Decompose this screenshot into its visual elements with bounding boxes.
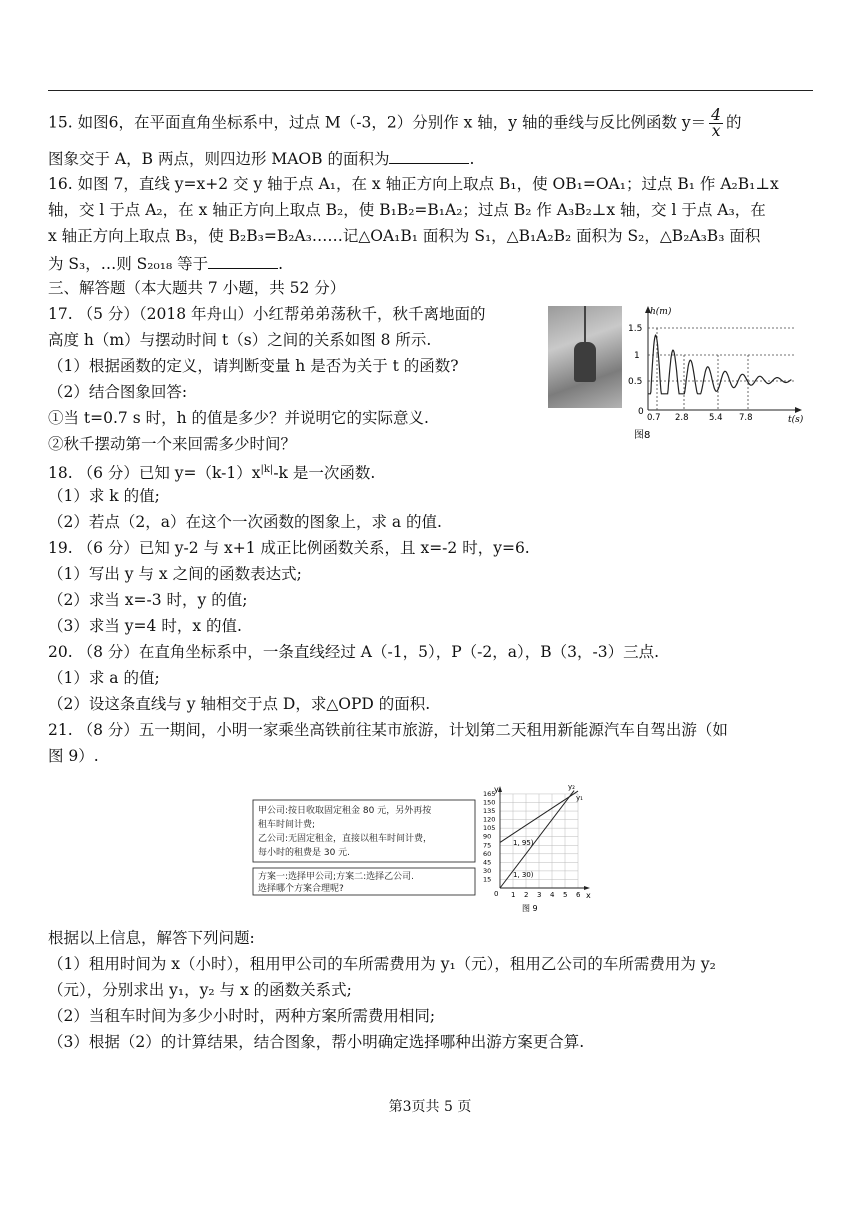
- fig8-x-arrow: [795, 407, 802, 413]
- fraction-4-over-x: $\frac{4}{x}$: [711, 106, 722, 140]
- fig9-origin: 0: [494, 890, 499, 898]
- p20-q1: （1）求 a 的值;: [48, 669, 160, 687]
- fig9-xtick: 2: [524, 891, 529, 899]
- swing-rope: [584, 306, 586, 346]
- fig9-x-arrow: [584, 886, 590, 890]
- p20-line1: 20. （8 分）在直角坐标系中，一条直线经过 A（-1，5），P（-2，a），B（3，-3）三点.: [48, 643, 659, 661]
- fig9-xtick: 1: [511, 891, 516, 899]
- fig9-ytick: 90: [483, 832, 492, 841]
- fig8-xtick-0.7: 0.7: [647, 413, 661, 423]
- p21-q1b: （元），分别求出 y₁，y₂ 与 x 的函数关系式;: [48, 981, 352, 999]
- section-heading: 三、解答题（本大题共 7 小题，共 52 分）: [48, 279, 346, 297]
- p15-line2: 图象交于 A，B 两点，则四边形 MAOB 的面积为 .: [48, 147, 474, 169]
- p19-q2: （2）求当 x=-3 时，y 的值;: [48, 591, 248, 609]
- p17-line1: 17. （5 分）（2018 年舟山）小红帮弟弟荡秋千，秋千离地面的: [48, 305, 486, 323]
- fig8-xlabel: t(s): [788, 415, 804, 425]
- fig8-caption: 图8: [634, 430, 651, 441]
- fig9-xtick: 4: [550, 891, 555, 899]
- fig9-ytick: 150: [483, 798, 496, 807]
- fig9-ytick: 120: [483, 815, 496, 824]
- fig9-ytick-labels: [483, 790, 495, 884]
- fig9-label-y1: y₁: [576, 794, 583, 802]
- fig9-ytick: 30: [483, 866, 492, 875]
- fig8-ylabel: h(m): [650, 307, 672, 317]
- p21-line1: 21. （8 分）五一期间，小明一家乘坐高铁前往某市旅游，计划第二天租用新能源汽车自驾出游（如: [48, 721, 728, 739]
- box2-line1: 方案一:选择甲公司;方案二:选择乙公司.: [258, 872, 414, 882]
- fig9-label-y2: y₂: [568, 783, 575, 791]
- fig8-ytick-1.5: 1.5: [628, 324, 643, 334]
- p16-line3: x 轴正方向上取点 B₃，使 B₂B₃=B₂A₃……记△OA₁B₁ 面积为 S₁，△B₁A₂B₂ 面积为 S₂，△B₂A₃B₃ 面积: [48, 227, 761, 245]
- p15-line1: 15. 如图6，在平面直角坐标系中，过点 M（-3，2）分别作 x 轴，y 轴的垂线与反比例函数 y＝ $\frac{4}{x}$ 的: [48, 106, 742, 140]
- p16-line2: 轴，交 l 于点 A₂，在 x 轴正方向上取点 B₂，使 B₁B₂=B₁A₂；过点 B₂ 作 A₃B₂⊥x 轴，交 l 于点 A₃，在: [48, 201, 766, 219]
- fig9-point-30: 1, 30): [513, 871, 534, 879]
- fig9-caption: 图 9: [522, 904, 538, 913]
- box1-line2: 租车时间计费;: [258, 820, 316, 830]
- fig9-xlabel: x: [586, 891, 591, 900]
- fig8-origin: 0: [638, 407, 644, 417]
- p18-line1: 18. （6 分）已知 $y=(k-1)x^{|k|}-k$ 是一次函数.: [48, 464, 376, 483]
- fig9-ytick: 135: [483, 807, 496, 816]
- figure-9-graph: [480, 780, 600, 920]
- box2-line2: 选择哪个方案合理呢?: [258, 884, 344, 894]
- fig8-xtick-7.8: 7.8: [739, 413, 753, 423]
- box1-line3: 乙公司:无固定租金，直接以租车时间计费，: [258, 834, 433, 844]
- figure-8-graph: [626, 302, 812, 444]
- answer-blank-p16[interactable]: [208, 252, 278, 269]
- p21-line2: 图 9）.: [48, 747, 99, 765]
- fig8-xtick-2.8: 2.8: [675, 413, 689, 423]
- box1-line4: 每小时的租费是 30 元.: [258, 848, 351, 858]
- p19-q1: （1）写出 y 与 x 之间的函数表达式;: [48, 565, 302, 583]
- fig8-ytick-1: 1: [634, 351, 640, 361]
- p21-q1a: （1）租用时间为 x（小时），租用甲公司的车所需费用为 y₁（元），租用乙公司的车所需费用为 y₂: [48, 955, 716, 973]
- children-figure: [574, 342, 596, 382]
- figure-9-info-boxes: [248, 798, 480, 898]
- fig9-ylabel: y: [494, 785, 499, 794]
- p16-line4: 为 S₃，…则 S₂₀₁₈ 等于 .: [48, 252, 283, 274]
- swing-photo: [548, 306, 622, 408]
- p19-line1: 19. （6 分）已知 y-2 与 x+1 成正比例函数关系，且 x=-2 时，y=6.: [48, 539, 530, 557]
- p16-line1: 16. 如图 7，直线 y=x+2 交 y 轴于点 A₁，在 x 轴正方向上取点 B₁，使 OB₁=OA₁；过点 B₁ 作 A₂B₁⊥x: [48, 175, 779, 193]
- p21-q2: （2）当租车时间为多少小时时，两种方案所需费用相同;: [48, 1007, 436, 1025]
- p17-q2b: ②秋千摆动第一个来回需多少时间？: [48, 435, 297, 453]
- fig9-xtick: 5: [563, 891, 568, 899]
- fig9-ytick: 75: [483, 841, 492, 850]
- p18-q1: （1）求 k 的值;: [48, 487, 160, 505]
- fig8-oscillation-curve: [648, 335, 791, 394]
- fig9-ytick: 60: [483, 849, 492, 858]
- p21-q3: （3）根据（2）的计算结果，结合图象，帮小明确定选择哪种出游方案更合算.: [48, 1033, 585, 1051]
- fig9-ytick: 105: [483, 824, 496, 833]
- fig9-grid: [500, 794, 578, 888]
- p17-q2a: ①当 t=0.7 s 时，h 的值是多少？并说明它的实际意义.: [48, 409, 429, 427]
- p17-q1: （1）根据函数的定义，请判断变量 h 是否为关于 t 的函数?: [48, 357, 459, 375]
- p19-q3: （3）求当 y=4 时，x 的值.: [48, 617, 242, 635]
- fig9-xtick: 6: [576, 891, 581, 899]
- p20-q2: （2）设这条直线与 y 轴相交于点 D，求△OPD 的面积.: [48, 695, 431, 713]
- fig9-xtick-labels: [511, 891, 581, 899]
- fig8-xtick-5.4: 5.4: [709, 413, 723, 423]
- fig9-line-y2: [500, 791, 574, 888]
- fig9-ytick: 165: [483, 789, 496, 798]
- p21-after: 根据以上信息，解答下列问题:: [48, 929, 255, 947]
- fig9-point-95: 1, 95): [513, 839, 534, 847]
- p18-q2: （2）若点（2，a）在这个一次函数的图象上，求 a 的值.: [48, 513, 442, 531]
- fig9-ytick: 45: [483, 858, 492, 867]
- answer-blank-p15[interactable]: [389, 147, 469, 164]
- fig9-xtick: 3: [537, 891, 542, 899]
- p17-q2: （2）结合图象回答:: [48, 383, 188, 401]
- fig9-ytick: 15: [483, 875, 492, 884]
- fig8-ytick-0.5: 0.5: [628, 377, 643, 387]
- header-rule: [48, 90, 813, 91]
- box1-line1: 甲公司:按日收取固定租金 80 元，另外再按: [258, 806, 432, 816]
- page-footer: 第3页共 5 页: [388, 1099, 472, 1115]
- p17-line2: 高度 h（m）与摆动时间 t（s）之间的关系如图 8 所示.: [48, 331, 432, 349]
